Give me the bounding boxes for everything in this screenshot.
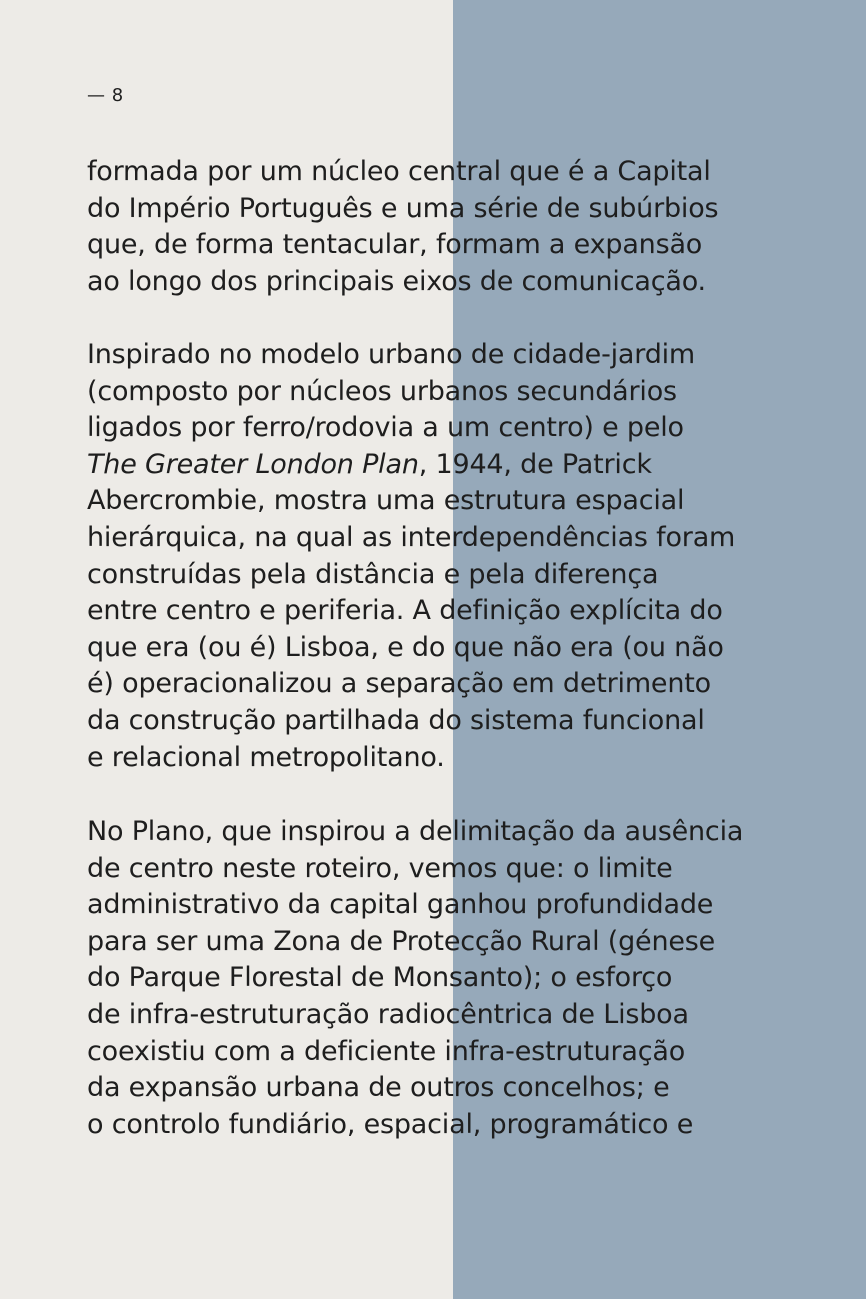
paragraph-line: do Parque Florestal de Monsanto); o esforço (87, 962, 673, 994)
paragraph-line: é) operacionalizou a separação em detrimento (87, 668, 711, 700)
paragraph-line: de infra-estruturação radiocêntrica de Lisboa (87, 998, 689, 1030)
paragraph-line: hierárquica, na qual as interdependências foram (87, 521, 736, 553)
paragraph-line: (composto por núcleos urbanos secundários (87, 375, 677, 407)
paragraph-line: No Plano, que inspirou a delimitação da ausência (87, 816, 744, 847)
paragraph-1 (87, 154, 787, 300)
paragraph-line: Abercrombie, mostra uma estrutura espacial (87, 485, 685, 517)
paragraph-line: para ser uma Zona de Protecção Rural (génese (87, 925, 716, 957)
paragraph-line: formada por um núcleo central que é a Capital (87, 156, 711, 187)
paragraph-3 (87, 814, 787, 1143)
paragraph-line: e relacional metropolitano. (87, 741, 445, 773)
paragraph-line: administrativo da capital ganhou profundidade (87, 889, 714, 921)
paragraph-line: de centro neste roteiro, vemos que: o limite (87, 852, 673, 884)
book-title: The Greater London Plan (87, 448, 419, 480)
title-line-rest: , 1944, de Patrick (418, 448, 652, 480)
paragraph-line-with-title (87, 447, 787, 484)
paragraph-line: entre centro e periferia. A definição explícita do (87, 595, 723, 627)
paragraph-line: que era (ou é) Lisboa, e do que não era (ou não (87, 631, 724, 663)
paragraph-line: da construção partilhada do sistema funcional (87, 704, 705, 736)
paragraph-line: do Império Português e uma série de subúrbios (87, 192, 719, 224)
paragraph-line: construídas pela distância e pela diferença (87, 558, 659, 590)
paragraph-line: ao longo dos principais eixos de comunicação. (87, 265, 706, 297)
page-number: — 8 (87, 85, 124, 106)
paragraph-line: ligados por ferro/rodovia a um centro) e pelo (87, 412, 684, 444)
paragraph-line: da expansão urbana de outros concelhos; e (87, 1072, 670, 1104)
paragraph-line: o controlo fundiário, espacial, programático e (87, 1108, 694, 1140)
paragraph-line: Inspirado no modelo urbano de cidade-jardim (87, 339, 696, 370)
paragraph-line: que, de forma tentacular, formam a expansão (87, 229, 703, 261)
paragraph-line: coexistiu com a deficiente infra-estruturação (87, 1035, 686, 1067)
paragraph-2 (87, 337, 787, 776)
